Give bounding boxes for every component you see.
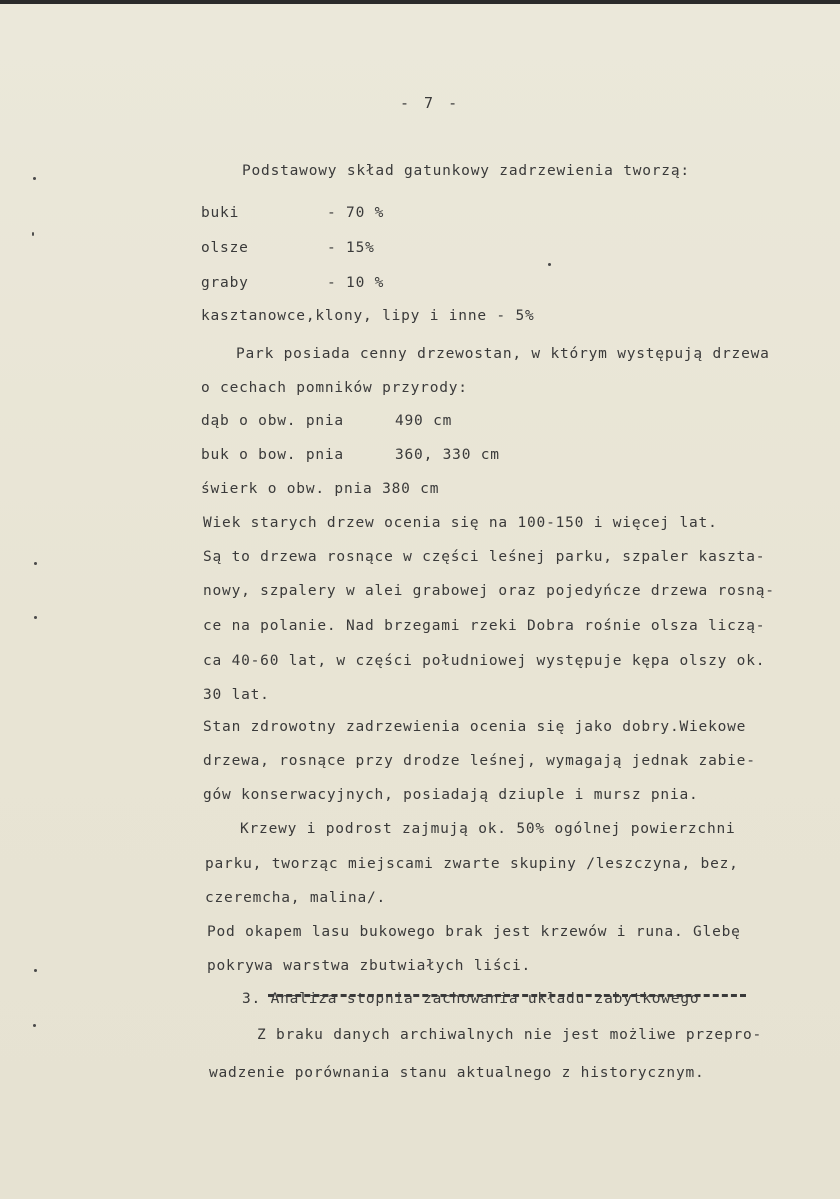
- scan-speck: [34, 562, 37, 565]
- scan-speck: [33, 1024, 36, 1027]
- species-intro: Podstawowy skład gatunkowy zadrzewienia tworzą:: [242, 163, 690, 179]
- paragraph-line: czeremcha, malina/.: [205, 890, 387, 906]
- monument-row: świerk o obw. pnia 380 cm: [201, 481, 440, 497]
- monument-name: buk o bow. pnia: [201, 447, 344, 463]
- paragraph-line: o cechach pomników przyrody:: [201, 380, 468, 396]
- species-row: [201, 274, 385, 292]
- species-share: - 70 %: [327, 205, 385, 221]
- page-number: - 7 -: [400, 94, 461, 112]
- paragraph-line: nowy, szpalery w alei grabowej oraz pojedyńcze drzewa rosną-: [203, 583, 775, 599]
- paragraph-line: Park posiada cenny drzewostan, w którym występują drzewa: [236, 346, 770, 362]
- monument-row: [201, 446, 500, 464]
- species-name: olsze: [201, 240, 249, 256]
- paragraph-line: gów konserwacyjnych, posiadają dziuple i mursz pnia.: [203, 787, 699, 803]
- monument-row: [201, 412, 453, 430]
- species-name: graby: [201, 275, 249, 291]
- scan-speck: [34, 969, 37, 972]
- paragraph-line: Krzewy i podrost zajmują ok. 50% ogólnej powierzchni: [240, 821, 736, 837]
- paragraph-line: wadzenie porównania stanu aktualnego z historycznym.: [209, 1065, 705, 1081]
- paragraph-line: Wiek starych drzew ocenia się na 100-150 i więcej lat.: [203, 515, 718, 531]
- species-share: - 15%: [327, 240, 375, 256]
- scan-speck: [34, 616, 37, 619]
- paragraph-line: Są to drzewa rosnące w części leśnej parku, szpaler kaszta-: [203, 549, 766, 565]
- species-share: - 10 %: [327, 275, 385, 291]
- scan-speck: [33, 177, 36, 180]
- species-row: [201, 204, 385, 222]
- species-other: kasztanowce,klony, lipy i inne - 5%: [201, 308, 535, 324]
- monument-name: dąb o obw. pnia: [201, 413, 344, 429]
- paragraph-line: ca 40-60 lat, w części południowej występuje kępa olszy ok.: [203, 653, 766, 669]
- paragraph-line: drzewa, rosnące przy drodze leśnej, wymagają jednak zabie-: [203, 753, 756, 769]
- paragraph-line: parku, tworząc miejscami zwarte skupiny /leszczyna, bez,: [205, 856, 739, 872]
- scan-speck: [32, 232, 34, 236]
- document-page: [0, 4, 840, 1199]
- section-heading: 3. Analiza stopnia zachowania układu zabytkowego: [242, 991, 700, 1007]
- species-row: [201, 239, 375, 257]
- paragraph-line: Pod okapem lasu bukowego brak jest krzewów i runa. Glebę: [207, 924, 741, 940]
- paragraph-line: ce na polanie. Nad brzegami rzeki Dobra rośnie olsza liczą-: [203, 618, 766, 634]
- species-name: buki: [201, 205, 240, 221]
- paragraph-line: Stan zdrowotny zadrzewienia ocenia się jako dobry.Wiekowe: [203, 719, 747, 735]
- paragraph-line: pokrywa warstwa zbutwiałych liści.: [207, 958, 532, 974]
- monument-girth: 360, 330 cm: [395, 447, 500, 463]
- paragraph-line: Z braku danych archiwalnych nie jest możliwe przepro-: [257, 1027, 763, 1043]
- heading-underline: [268, 994, 746, 997]
- monument-girth: 490 cm: [395, 413, 453, 429]
- scan-speck: [548, 263, 551, 266]
- paragraph-line: 30 lat.: [203, 687, 270, 703]
